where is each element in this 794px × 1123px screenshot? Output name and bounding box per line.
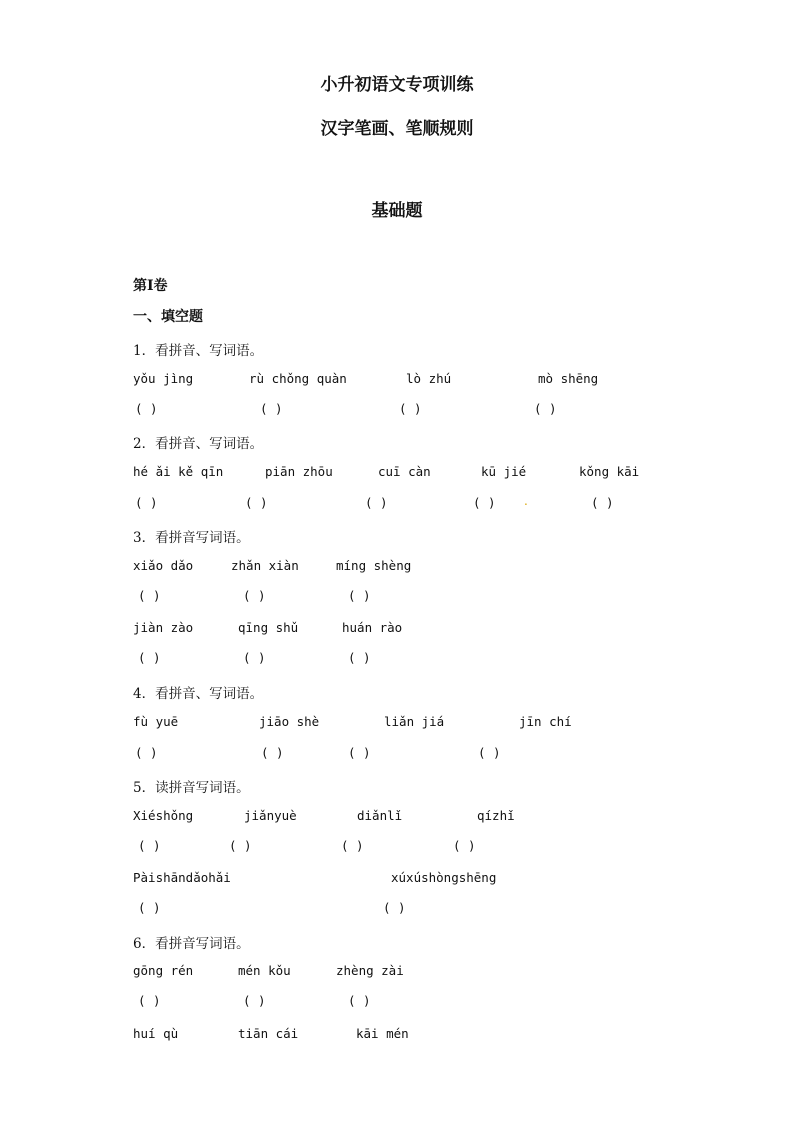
answer-blank[interactable]: ( ) <box>260 401 283 416</box>
pinyin-item: diǎnlǐ <box>357 808 403 823</box>
answer-blank[interactable]: ( ) <box>341 838 364 853</box>
pinyin-row <box>133 620 773 638</box>
pinyin-item: zhèng zài <box>336 963 404 978</box>
pinyin-item: huán rào <box>342 620 403 635</box>
answer-blank[interactable]: ( ) <box>243 588 266 603</box>
pinyin-row <box>133 714 773 732</box>
answer-blank[interactable]: ( ) <box>135 401 158 416</box>
answer-blank[interactable]: ( ) <box>348 650 371 665</box>
pinyin-item: fù yuē <box>133 714 179 729</box>
pinyin-item: mén kǒu <box>238 963 291 978</box>
question-prompt: 6．看拼音写词语。 <box>133 936 250 952</box>
pinyin-item: yǒu jìng <box>133 371 194 386</box>
answer-blank[interactable]: ( ) <box>138 900 161 915</box>
pinyin-item: lò zhú <box>406 371 452 386</box>
pinyin-row <box>133 808 773 826</box>
pinyin-item: Xiéshǒng <box>133 808 194 823</box>
volume-heading: 第I卷 <box>133 278 168 294</box>
answer-row <box>133 588 773 606</box>
pinyin-item: mò shēng <box>538 371 599 386</box>
section-title: 基础题 <box>371 201 423 221</box>
answer-row <box>133 745 773 763</box>
pinyin-item: xúxúshòngshēng <box>391 870 497 885</box>
pinyin-item: kū jié <box>481 464 527 479</box>
pinyin-item: liǎn jiá <box>384 714 445 729</box>
answer-blank[interactable]: ( ) <box>591 495 614 510</box>
pinyin-item: gōng rén <box>133 963 194 978</box>
pinyin-item: zhǎn xiàn <box>231 558 299 573</box>
pinyin-item: kāi mén <box>356 1026 409 1041</box>
pinyin-item: jiǎnyuè <box>244 808 297 823</box>
pinyin-item: Pàishāndǎohǎi <box>133 870 231 885</box>
answer-blank[interactable]: ( ) <box>453 838 476 853</box>
page-title: 小升初语文专项训练 <box>320 75 474 95</box>
pinyin-item: qízhǐ <box>477 808 515 823</box>
answer-blank[interactable]: ( ) <box>135 745 158 760</box>
answer-blank[interactable]: ( ) <box>534 401 557 416</box>
answer-blank[interactable]: ( ) <box>243 650 266 665</box>
pinyin-item: qīng shǔ <box>238 620 299 635</box>
pinyin-row <box>133 963 773 981</box>
answer-blank[interactable]: ( ) <box>245 495 268 510</box>
answer-blank[interactable]: ( ) <box>348 993 371 1008</box>
answer-blank[interactable]: ( ) <box>473 495 496 510</box>
pinyin-item: xiǎo dǎo <box>133 558 194 573</box>
pinyin-row <box>133 558 773 576</box>
pinyin-item: cuī càn <box>378 464 431 479</box>
answer-blank[interactable]: ( ) <box>478 745 501 760</box>
pinyin-row <box>133 1026 773 1044</box>
answer-blank[interactable]: ( ) <box>229 838 252 853</box>
answer-blank[interactable]: ( ) <box>138 650 161 665</box>
question-prompt: 5．读拼音写词语。 <box>133 780 250 796</box>
answer-blank[interactable]: ( ) <box>348 588 371 603</box>
answer-row <box>133 993 773 1011</box>
answer-blank[interactable]: ( ) <box>243 993 266 1008</box>
answer-blank[interactable]: ( ) <box>365 495 388 510</box>
pinyin-item: piān zhōu <box>265 464 333 479</box>
answer-blank[interactable]: ( ) <box>138 993 161 1008</box>
pinyin-item: rù chǒng quàn <box>249 371 347 386</box>
answer-row <box>133 650 773 668</box>
page-subtitle: 汉字笔画、笔顺规则 <box>320 119 474 139</box>
answer-blank[interactable]: ( ) <box>138 838 161 853</box>
answer-row <box>133 900 773 918</box>
answer-blank[interactable]: ( ) <box>383 900 406 915</box>
pinyin-item: huí qù <box>133 1026 179 1041</box>
answer-blank[interactable]: ( ) <box>261 745 284 760</box>
question-prompt: 2．看拼音、写词语。 <box>133 436 264 452</box>
pinyin-item: tiān cái <box>238 1026 299 1041</box>
pinyin-row <box>133 371 773 389</box>
answer-row <box>133 401 773 419</box>
question-prompt: 3．看拼音写词语。 <box>133 530 250 546</box>
answer-row <box>133 838 773 856</box>
pinyin-item: kǒng kāi <box>579 464 640 479</box>
pinyin-item: jiàn zào <box>133 620 194 635</box>
pinyin-row <box>133 464 773 482</box>
answer-blank[interactable]: ( ) <box>348 745 371 760</box>
stray-dot: . <box>524 494 528 508</box>
pinyin-item: jīn chí <box>519 714 572 729</box>
answer-row <box>133 495 773 513</box>
pinyin-row <box>133 870 773 888</box>
part-heading: 一、填空题 <box>133 309 203 325</box>
answer-blank[interactable]: ( ) <box>135 495 158 510</box>
answer-blank[interactable]: ( ) <box>399 401 422 416</box>
question-prompt: 1．看拼音、写词语。 <box>133 343 264 359</box>
pinyin-item: jiāo shè <box>259 714 320 729</box>
question-prompt: 4．看拼音、写词语。 <box>133 686 264 702</box>
pinyin-item: hé ǎi kě qīn <box>133 464 224 479</box>
pinyin-item: míng shèng <box>336 558 412 573</box>
answer-blank[interactable]: ( ) <box>138 588 161 603</box>
